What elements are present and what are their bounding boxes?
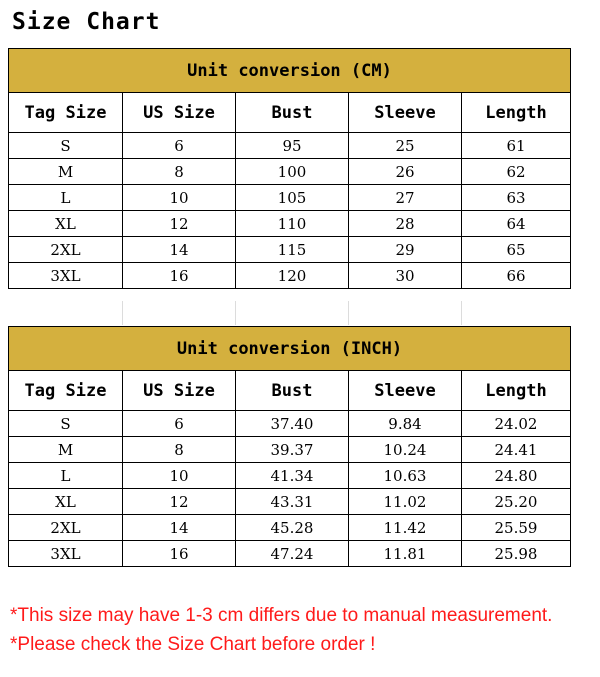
cell-sleeve: 10.63 [349, 463, 462, 489]
cell-tag-size: 3XL [9, 263, 123, 289]
cell-length: 24.02 [462, 411, 571, 437]
page-title: Size Chart [12, 9, 161, 35]
cell-tag-size: S [9, 411, 123, 437]
cell-bust: 41.34 [236, 463, 349, 489]
gridline-divider [122, 301, 123, 325]
cell-length: 25.98 [462, 541, 571, 567]
cell-length: 66 [462, 263, 571, 289]
gridline-divider [461, 301, 462, 325]
cell-bust: 39.37 [236, 437, 349, 463]
cell-length: 24.41 [462, 437, 571, 463]
cell-length: 64 [462, 211, 571, 237]
cell-bust: 47.24 [236, 541, 349, 567]
table-row [9, 263, 571, 289]
cell-sleeve: 11.42 [349, 515, 462, 541]
cell-us-size: 12 [123, 211, 236, 237]
cell-tag-size: S [9, 133, 123, 159]
cell-tag-size: XL [9, 489, 123, 515]
cell-bust: 105 [236, 185, 349, 211]
cell-sleeve: 29 [349, 237, 462, 263]
cell-length: 63 [462, 185, 571, 211]
cell-us-size: 6 [123, 411, 236, 437]
table-row [9, 159, 571, 185]
cell-tag-size: 2XL [9, 515, 123, 541]
cell-us-size: 6 [123, 133, 236, 159]
column-header-bust: Bust [236, 371, 349, 411]
cell-us-size: 10 [123, 463, 236, 489]
cell-length: 25.20 [462, 489, 571, 515]
column-header-length: Length [462, 93, 571, 133]
column-header-tag-size: Tag Size [9, 371, 123, 411]
table-row [9, 437, 571, 463]
cell-bust: 115 [236, 237, 349, 263]
cell-length: 65 [462, 237, 571, 263]
cell-length: 25.59 [462, 515, 571, 541]
cell-sleeve: 30 [349, 263, 462, 289]
column-header-length: Length [462, 371, 571, 411]
table-row [9, 133, 571, 159]
cell-us-size: 14 [123, 237, 236, 263]
cell-bust: 45.28 [236, 515, 349, 541]
cell-sleeve: 27 [349, 185, 462, 211]
cell-length: 62 [462, 159, 571, 185]
column-header-tag-size: Tag Size [9, 93, 123, 133]
cell-tag-size: 3XL [9, 541, 123, 567]
column-header-bust: Bust [236, 93, 349, 133]
cell-tag-size: L [9, 463, 123, 489]
column-header-sleeve: Sleeve [349, 93, 462, 133]
cell-tag-size: M [9, 159, 123, 185]
size-table-inch [8, 326, 571, 567]
cell-sleeve: 11.02 [349, 489, 462, 515]
cell-tag-size: 2XL [9, 237, 123, 263]
cell-length: 61 [462, 133, 571, 159]
gridline-divider [235, 301, 236, 325]
cell-bust: 43.31 [236, 489, 349, 515]
table-row [9, 211, 571, 237]
cell-us-size: 16 [123, 263, 236, 289]
cell-us-size: 14 [123, 515, 236, 541]
table-row [9, 515, 571, 541]
cell-bust: 110 [236, 211, 349, 237]
cell-bust: 100 [236, 159, 349, 185]
cell-sleeve: 26 [349, 159, 462, 185]
cell-length: 24.80 [462, 463, 571, 489]
gridline-divider [348, 301, 349, 325]
table-row [9, 463, 571, 489]
cell-bust: 95 [236, 133, 349, 159]
cell-tag-size: M [9, 437, 123, 463]
cell-sleeve: 11.81 [349, 541, 462, 567]
cell-sleeve: 9.84 [349, 411, 462, 437]
table-row [9, 541, 571, 567]
cell-sleeve: 28 [349, 211, 462, 237]
table-heading-cm: Unit conversion (CM) [9, 49, 571, 93]
cell-us-size: 12 [123, 489, 236, 515]
table-row [9, 237, 571, 263]
column-header-sleeve: Sleeve [349, 371, 462, 411]
size-table-cm [8, 48, 571, 289]
check-chart-note: *Please check the Size Chart before order ! [10, 634, 376, 655]
table-row [9, 489, 571, 515]
cell-bust: 37.40 [236, 411, 349, 437]
cell-tag-size: XL [9, 211, 123, 237]
table-row [9, 185, 571, 211]
cell-us-size: 10 [123, 185, 236, 211]
measurement-note: *This size may have 1-3 cm differs due to manual measurement. [10, 605, 553, 626]
cell-tag-size: L [9, 185, 123, 211]
cell-us-size: 8 [123, 437, 236, 463]
table-heading-inch: Unit conversion (INCH) [9, 327, 571, 371]
cell-sleeve: 10.24 [349, 437, 462, 463]
table-row [9, 411, 571, 437]
cell-us-size: 8 [123, 159, 236, 185]
cell-bust: 120 [236, 263, 349, 289]
cell-sleeve: 25 [349, 133, 462, 159]
column-header-us-size: US Size [123, 93, 236, 133]
column-header-us-size: US Size [123, 371, 236, 411]
cell-us-size: 16 [123, 541, 236, 567]
